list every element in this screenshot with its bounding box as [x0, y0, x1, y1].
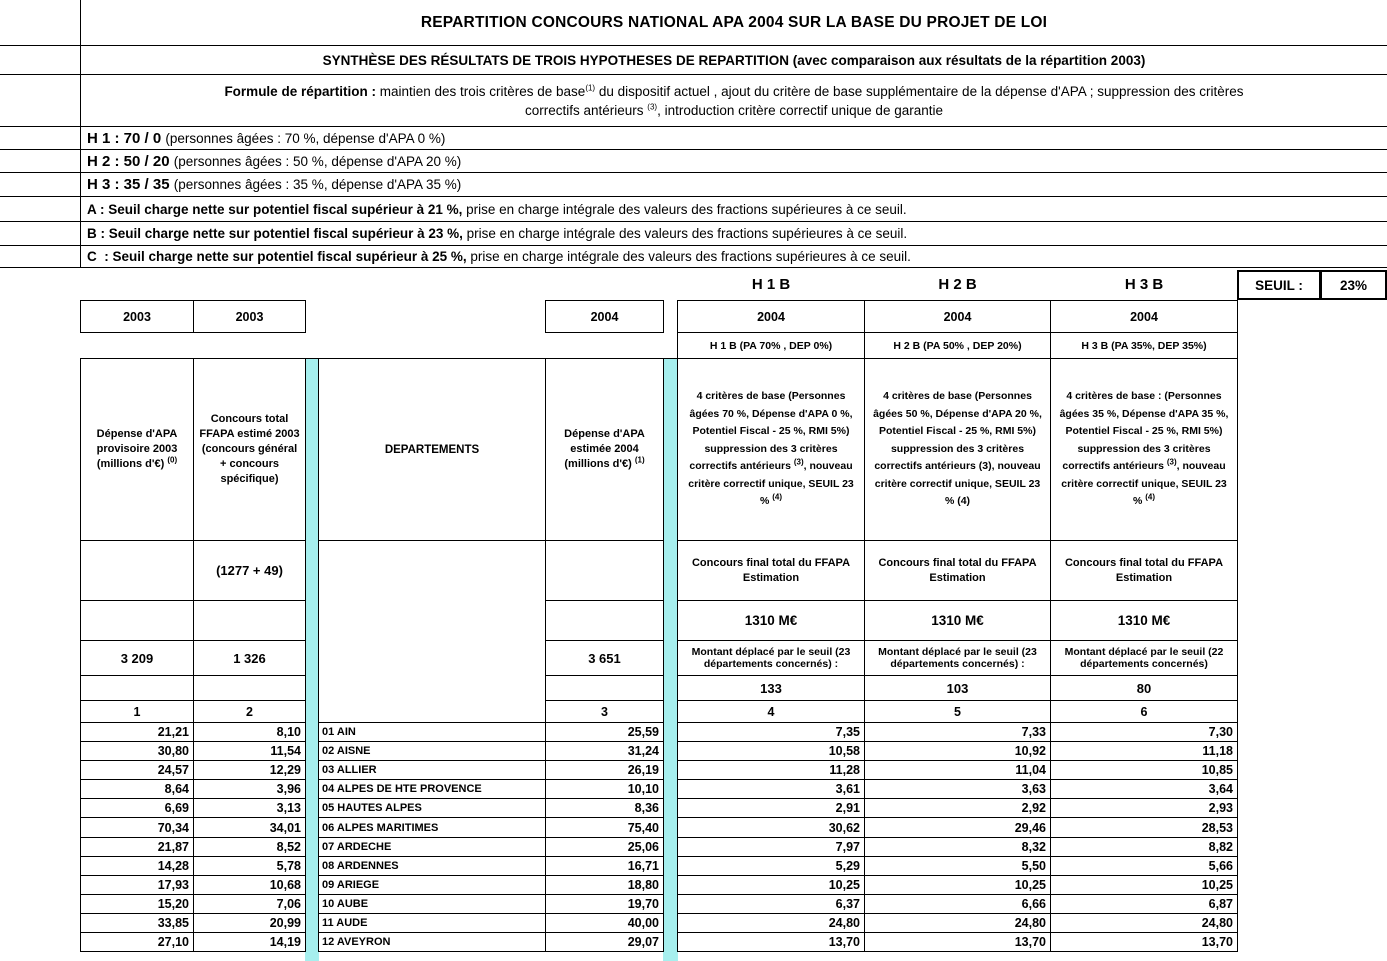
cell-montant-h2b: 10,92 — [864, 741, 1051, 761]
col-desc-concours-2003: Concours total FFAPA estimé 2003 (concours général + concours spécifique) — [193, 358, 306, 541]
cell-concours-final-h1b: Concours final total du FFAPA Estimation — [677, 540, 865, 601]
cell-montant-h1b: 3,61 — [677, 779, 865, 799]
empty-cell — [193, 600, 306, 641]
cell-departement: 08 ARDENNES — [318, 856, 546, 876]
cell-depense-2004: 26,19 — [545, 760, 664, 780]
cell-departement: 12 AVEYRON — [318, 932, 546, 952]
cell-depense-2003: 6,69 — [80, 798, 194, 818]
cell-montant-h1b: 13,70 — [677, 932, 865, 952]
margin-cell — [0, 173, 81, 196]
col-desc-departements: DEPARTEMENTS — [318, 358, 546, 541]
cell-montant-deplace-h3b: Montant déplacé par le seuil (22 départements concernés) — [1050, 640, 1238, 676]
cell-concours-final-h3b: Concours final total du FFAPA Estimation — [1050, 540, 1238, 601]
scenario-header-h3b: H 3 B — [1124, 275, 1164, 293]
cell-depense-2003: 27,10 — [80, 932, 194, 952]
cell-montant-h1b: 2,91 — [677, 798, 865, 818]
cell-depense-2004: 18,80 — [545, 875, 664, 895]
subtitle-row — [0, 46, 1387, 75]
empty-cell-departements — [318, 540, 546, 723]
seuil-a-label: A : Seuil charge nette sur potentiel fiscal supérieur à 21 %, — [87, 201, 467, 217]
cell-moved-amount-h1b: 133 — [677, 675, 865, 701]
cell-ffapa-total-h1b: 1310 M€ — [677, 600, 865, 641]
title-row — [0, 0, 1387, 46]
cell-concours-2003: 5,78 — [193, 856, 306, 876]
cell-concours-2003: 34,01 — [193, 817, 306, 838]
cell-depense-2004: 29,07 — [545, 932, 664, 952]
cell-departement: 01 AIN — [318, 722, 546, 742]
cell-montant-h2b: 3,63 — [864, 779, 1051, 799]
seuil-label-cell: SEUIL : — [1237, 270, 1321, 300]
col-desc-h2b: 4 critères de base (Personnes âgées 50 %, Dépense d'APA 20 %, Potentiel Fiscal - 25 %, RMI 5%) suppression des 3 critères correctifs antérieurs (3), nouveau critère correctif unique, SEUIL 23 % (4) — [864, 358, 1051, 541]
cell-depense-2004: 16,71 — [545, 856, 664, 876]
cell-colnum-5: 5 — [864, 700, 1051, 723]
cell-concours-2003: 11,54 — [193, 741, 306, 761]
footnote-3c: (3) — [1166, 457, 1177, 467]
cell-montant-h1b: 7,35 — [677, 722, 865, 742]
empty-cell — [80, 600, 194, 641]
col-desc-h1b: 4 critères de base (Personnes âgées 70 %, Dépense d'APA 0 %, Potentiel Fiscal - 25 %, RMI 5%) suppression des 3 critères correctifs antérieurs $^{(3)}$, nouveau critère correctif unique, SEUIL 23 % $^{(4)}$ — [677, 358, 865, 541]
col-desc-depense-2003: Dépense d'APA provisoire 2003 (millions d'€) $^{(0)}$ — [80, 358, 194, 541]
cell-montant-h1b: 10,25 — [677, 875, 865, 895]
cell-depense-2004: 25,06 — [545, 837, 664, 857]
cell-montant-h2b: 29,46 — [864, 817, 1051, 838]
cell-montant-h3b: 3,64 — [1050, 779, 1238, 799]
formule-line-2: correctifs antérieurs $^{(3)}$, introduction critère correctif unique de garantie — [525, 102, 943, 118]
cell-year-depense-2003: 2003 — [80, 300, 194, 333]
cell-depense-2003: 17,93 — [80, 875, 194, 895]
cell-depense-2003: 70,34 — [80, 817, 194, 838]
footnote-3: (3) — [647, 102, 658, 111]
page-subtitle: SYNTHÈSE DES RÉSULTATS DE TROIS HYPOTHESES DE REPARTITION (avec comparaison aux résultats de la répartition 2003) — [322, 52, 1146, 68]
cell-montant-h2b: 8,32 — [864, 837, 1051, 857]
cell-montant-h2b: 5,50 — [864, 856, 1051, 876]
footnote-1: (1) — [585, 83, 596, 92]
cell-departement: 03 ALLIER — [318, 760, 546, 780]
scenario-header-h2b: H 2 B — [938, 275, 977, 293]
cell-montant-h2b: 11,04 — [864, 760, 1051, 780]
cell-montant-h1b: 30,62 — [677, 817, 865, 838]
cell-montant-deplace-h1b: Montant déplacé par le seuil (23 départements concernés) : — [677, 640, 865, 676]
cell-montant-h3b: 11,18 — [1050, 741, 1238, 761]
cell-depense-2003: 15,20 — [80, 894, 194, 914]
empty-cell — [80, 540, 194, 601]
cell-depense-2004: 31,24 — [545, 741, 664, 761]
cell-concours-2003: 8,10 — [193, 722, 306, 742]
cell-depense-2004: 75,40 — [545, 817, 664, 838]
h3-detail: (personnes âgées : 35 %, dépense d'APA 35 %) — [173, 177, 462, 192]
cell-depense-2003: 33,85 — [80, 913, 194, 933]
cell-ffapa-total-h3b: 1310 M€ — [1050, 600, 1238, 641]
cell-montant-h1b: 7,97 — [677, 837, 865, 857]
cell-concours-2003: 20,99 — [193, 913, 306, 933]
cell-sublabel-h3b: H 3 B (PA 35%, DEP 35%) — [1050, 332, 1238, 359]
cell-montant-h3b: 7,30 — [1050, 722, 1238, 742]
cell-ffapa-total-h2b: 1310 M€ — [864, 600, 1051, 641]
cell-depense-2004: 40,00 — [545, 913, 664, 933]
cell-colnum-6: 6 — [1050, 700, 1238, 723]
cell-montant-h2b: 10,25 — [864, 875, 1051, 895]
formule-row — [0, 75, 1387, 127]
hypothesis-row-h1 — [0, 127, 1387, 150]
cell-year-h2b: 2004 — [864, 300, 1051, 333]
cell-colnum-4: 4 — [677, 700, 865, 723]
cell-departement: 06 ALPES MARITIMES — [318, 817, 546, 838]
cell-montant-h2b: 24,80 — [864, 913, 1051, 933]
margin-cell — [0, 0, 81, 45]
cell-depense-2003: 14,28 — [80, 856, 194, 876]
cell-departement: 09 ARIEGE — [318, 875, 546, 895]
scenario-header-h1b: H 1 B — [751, 275, 791, 293]
seuil-row-c — [0, 246, 1387, 268]
cell-montant-h2b: 2,92 — [864, 798, 1051, 818]
margin-cell — [0, 75, 81, 126]
cell-montant-h3b: 13,70 — [1050, 932, 1238, 952]
seuil-row-a — [0, 197, 1387, 222]
cell-departement: 11 AUDE — [318, 913, 546, 933]
cell-concours-2003: 12,29 — [193, 760, 306, 780]
cell-montant-h3b: 5,66 — [1050, 856, 1238, 876]
empty-cell — [80, 675, 194, 701]
cell-moved-amount-h2b: 103 — [864, 675, 1051, 701]
cell-colnum-1: 1 — [80, 700, 194, 723]
cell-montant-h2b: 13,70 — [864, 932, 1051, 952]
cell-depense-2004: 19,70 — [545, 894, 664, 914]
formule-label: Formule de répartition : — [224, 83, 380, 99]
cell-year-h1b: 2004 — [677, 300, 865, 333]
cell-year-h3b: 2004 — [1050, 300, 1238, 333]
empty-cell — [193, 675, 306, 701]
cell-montant-h1b: 24,80 — [677, 913, 865, 933]
cell-moved-amount-h3b: 80 — [1050, 675, 1238, 701]
h3-label: H 3 : 35 / 35 — [87, 176, 174, 193]
cell-concours-final-h2b: Concours final total du FFAPA Estimation — [864, 540, 1051, 601]
cell-depense-2003: 30,80 — [80, 741, 194, 761]
cell-montant-h3b: 6,87 — [1050, 894, 1238, 914]
cell-sublabel-h2b: H 2 B (PA 50% , DEP 20%) — [864, 332, 1051, 359]
cell-montant-h3b: 10,85 — [1050, 760, 1238, 780]
cell-depense-2003: 24,57 — [80, 760, 194, 780]
margin-cell — [0, 127, 81, 149]
cell-depense-2003: 8,64 — [80, 779, 194, 799]
cell-colnum-3: 3 — [545, 700, 664, 723]
seuil-row-b — [0, 222, 1387, 246]
margin-cell — [0, 246, 81, 267]
stripe-right — [663, 358, 678, 961]
cell-concours-2003: 7,06 — [193, 894, 306, 914]
cell-year-concours-2003: 2003 — [193, 300, 306, 333]
seuil-a-detail: prise en charge intégrale des valeurs des fractions supérieures à ce seuil. — [466, 201, 907, 217]
cell-montant-h3b: 2,93 — [1050, 798, 1238, 818]
empty-cell — [545, 600, 664, 641]
cell-montant-h2b: 7,33 — [864, 722, 1051, 742]
footnote-1b: (1) — [634, 455, 645, 465]
footnote-4b: (4) — [1145, 492, 1156, 502]
cell-concours-2003: 3,96 — [193, 779, 306, 799]
col-desc-depense-2004: Dépense d'APA estimée 2004 (millions d'€) $^{(1)}$ — [545, 358, 664, 541]
footnote-4: (4) — [772, 492, 783, 502]
cell-departement: 10 AUBE — [318, 894, 546, 914]
cell-depense-2003: 21,87 — [80, 837, 194, 857]
cell-montant-h1b: 6,37 — [677, 894, 865, 914]
cell-concours-2003: 10,68 — [193, 875, 306, 895]
seuil-value-cell: 23% — [1320, 270, 1387, 300]
cell-montant-h1b: 5,29 — [677, 856, 865, 876]
h2-detail: (personnes âgées : 50 %, dépense d'APA 20 %) — [173, 153, 462, 169]
cell-montant-h1b: 11,28 — [677, 760, 865, 780]
cell-concours-2003: 3,13 — [193, 798, 306, 818]
page-title: REPARTITION CONCOURS NATIONAL APA 2004 SUR LA BASE DU PROJET DE LOI — [420, 13, 1048, 31]
cell-total-depense-2003: 3 209 — [80, 640, 194, 676]
cell-total-concours-2003: 1 326 — [193, 640, 306, 676]
margin-cell — [0, 222, 81, 245]
cell-depense-2003: 21,21 — [80, 722, 194, 742]
cell-depense-2004: 25,59 — [545, 722, 664, 742]
cell-departement: 07 ARDECHE — [318, 837, 546, 857]
cell-concours-detail: (1277 + 49) — [193, 540, 306, 601]
cell-montant-h2b: 6,66 — [864, 894, 1051, 914]
h2-label: H 2 : 50 / 20 — [87, 152, 174, 170]
cell-concours-2003: 14,19 — [193, 932, 306, 952]
cell-total-depense-2004: 3 651 — [545, 640, 664, 676]
cell-montant-deplace-h2b: Montant déplacé par le seuil (23 départements concernés) : — [864, 640, 1051, 676]
cell-departement: 04 ALPES DE HTE PROVENCE — [318, 779, 546, 799]
cell-montant-h1b: 10,58 — [677, 741, 865, 761]
seuil-b-label: B : Seuil charge nette sur potentiel fiscal supérieur à 23 %, — [87, 226, 467, 241]
margin-cell — [0, 46, 81, 74]
cell-concours-2003: 8,52 — [193, 837, 306, 857]
seuil-c-label: C : Seuil charge nette sur potentiel fiscal supérieur à 25 %, — [87, 249, 471, 264]
h1-label: H 1 : 70 / 0 — [87, 129, 166, 147]
cell-montant-h3b: 28,53 — [1050, 817, 1238, 838]
cell-montant-h3b: 24,80 — [1050, 913, 1238, 933]
cell-depense-2004: 8,36 — [545, 798, 664, 818]
footnote-3b: (3) — [793, 457, 804, 467]
col-desc-h3b: 4 critères de base : (Personnes âgées 35 %, Dépense d'APA 35 %, Potentiel Fiscal - 25 %, RMI 5%) suppression des 3 critères correctifs antérieurs $^{(3)}$, nouveau critère correctif unique, SEUIL 23 % $^{(4)}$ — [1050, 358, 1238, 541]
footnote-0: (0) — [167, 455, 178, 465]
seuil-b-detail: prise en charge intégrale des valeurs des fractions supérieures à ce seuil. — [466, 226, 908, 241]
formule-line-1: Formule de répartition : maintien des trois critères de base$^{(1)}$ du dispositif actuel , ajout du critère de base supplémentaire de la dépense d'APA ; suppression des critères — [224, 83, 1244, 99]
cell-colnum-2: 2 — [193, 700, 306, 723]
hypothesis-row-h2 — [0, 150, 1387, 173]
hypothesis-row-h3 — [0, 173, 1387, 197]
empty-cell — [545, 540, 664, 601]
h1-detail: (personnes âgées : 70 %, dépense d'APA 0 %) — [165, 130, 446, 146]
cell-year-depense-2004: 2004 — [545, 300, 664, 333]
cell-montant-h3b: 10,25 — [1050, 875, 1238, 895]
seuil-c-detail: prise en charge intégrale des valeurs des fractions supérieures à ce seuil. — [470, 249, 911, 264]
margin-cell — [0, 197, 81, 221]
cell-departement: 05 HAUTES ALPES — [318, 798, 546, 818]
cell-departement: 02 AISNE — [318, 741, 546, 761]
empty-cell — [545, 675, 664, 701]
cell-montant-h3b: 8,82 — [1050, 837, 1238, 857]
cell-depense-2004: 10,10 — [545, 779, 664, 799]
cell-sublabel-h1b: H 1 B (PA 70% , DEP 0%) — [677, 332, 865, 359]
margin-cell — [0, 150, 81, 172]
stripe-left — [305, 358, 319, 961]
